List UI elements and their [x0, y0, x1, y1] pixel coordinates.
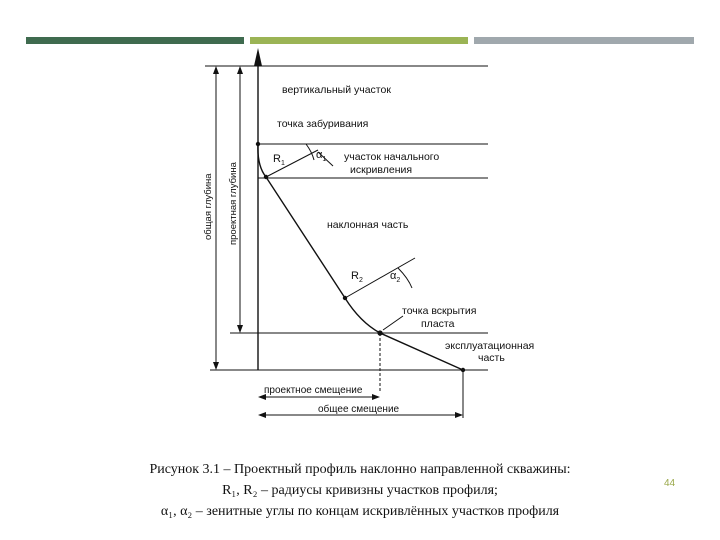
tangent-end-point — [343, 296, 347, 300]
label-total-offset: общее смещение — [318, 404, 400, 415]
label-build-section-1: участок начального — [344, 151, 440, 163]
caption-line-1: Рисунок 3.1 – Проектный профиль наклонно направленной скважины: — [149, 462, 571, 477]
caption-line-3: α₁, α₂ – зенитные углы по концам искривлённых участков профиля — [160, 504, 560, 519]
reservoir-leader — [383, 316, 403, 330]
label-r2: $R_2$ — [351, 270, 363, 284]
caption-line-2: R₁, R₂ – радиусы кривизны участков профиля; — [222, 483, 498, 498]
label-reservoir-2: пласта — [421, 318, 455, 330]
label-production-1: эксплуатационная — [445, 340, 535, 352]
kickoff-point — [256, 142, 260, 146]
label-reservoir-1: точка вскрытия — [402, 305, 477, 317]
page-number: 44 — [664, 478, 676, 489]
build-end-point — [264, 175, 268, 179]
total-depth-point — [461, 368, 465, 372]
label-alpha1: $\alpha_1$ — [316, 149, 327, 163]
label-alpha2: $\alpha_2$ — [390, 270, 401, 284]
alpha1-arc — [306, 144, 314, 160]
reservoir-point — [377, 330, 382, 335]
label-total-depth: общая глубина — [203, 173, 214, 240]
label-production-2: часть — [478, 352, 505, 364]
label-vertical-section: вертикальный участок — [282, 84, 391, 96]
label-design-depth: проектная глубина — [228, 162, 239, 245]
label-r1: $R_1$ — [273, 153, 285, 167]
label-build-section-2: искривления — [350, 164, 413, 176]
label-design-offset: проектное смещение — [264, 385, 363, 396]
vertical-axis-arrow-icon — [254, 48, 262, 66]
label-kickoff-point: точка забуривания — [277, 118, 369, 130]
label-tangent-section: наклонная часть — [327, 219, 409, 231]
